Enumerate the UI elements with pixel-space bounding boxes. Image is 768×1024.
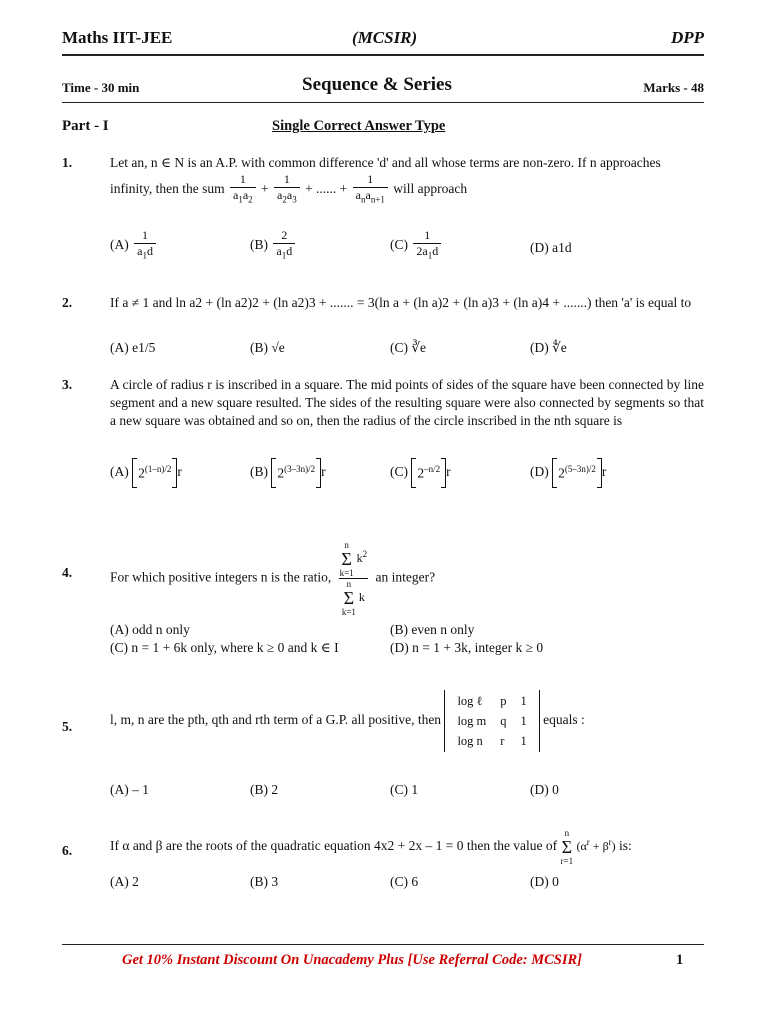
option-b: (B) $\frac{2}{a_1d}$ xyxy=(250,228,297,263)
option-d: (D) n = 1 + 3k, integer k ≥ 0 xyxy=(390,640,544,655)
option-a: (A) $\frac{1}{a_1d}$ xyxy=(110,228,158,263)
option-a: (A) $2^{(1-n)/2}$ r xyxy=(110,458,182,488)
option-d: (D) ∜e xyxy=(530,340,567,355)
determinant: log ℓ p 1 log m q 1 log n r 1 xyxy=(444,690,539,752)
question-tail: an integer? xyxy=(375,569,436,585)
question-text: If a ≠ 1 and ln a2 + (ln a2)2 + (ln a2)3 + ....... = 3(ln a + (ln a)2 + (ln a)3 + (ln a)4 + .......) then 'a' is equal to xyxy=(110,295,692,310)
option-c: (C) ∛e xyxy=(390,340,426,355)
header-rule xyxy=(62,54,704,56)
sum-ratio: n Σ k=1 $k^2$ n Σ k=1 k xyxy=(339,540,368,617)
option-b: (B) √e xyxy=(250,340,285,355)
option-c: (C) 6 xyxy=(390,874,419,889)
part-label: Part - I xyxy=(62,118,109,134)
page-number: 1 xyxy=(676,952,684,968)
option-d: (D) a1d xyxy=(530,240,572,255)
option-d: (D) $2^{(5-3n)/2}$ r xyxy=(530,458,606,488)
option-b: (B) 2 xyxy=(250,782,279,797)
option-c: (C) 1 xyxy=(390,782,419,797)
question-text: l, m, n are the pth, qth and rth term of a G.P. all positive, then xyxy=(110,712,442,728)
option-a: (A) e1/5 xyxy=(110,340,156,355)
fraction-term: $\frac{1}{a_1a_2}$ xyxy=(230,172,256,207)
footer-rule xyxy=(62,944,704,945)
fraction-term: $\frac{1}{a_na_{n+1}}$ xyxy=(353,172,388,207)
question-tail: equals : xyxy=(543,712,585,728)
question-number: 4. xyxy=(62,565,73,580)
option-c: (C) n = 1 + 6k only, where k ≥ 0 and k ∈ I xyxy=(110,640,339,655)
option-b: (B) 3 xyxy=(250,874,279,889)
header-brand: (MCSIR) xyxy=(352,28,418,47)
section-type: Single Correct Answer Type xyxy=(272,118,446,134)
option-c: (C) $2^{-n/2}$ r xyxy=(390,458,451,488)
option-d: (D) 0 xyxy=(530,782,559,797)
option-a: (A) odd n only xyxy=(110,622,190,637)
question-text: Let an, n ∈ N is an A.P. with common difference 'd' and all whose terms are non-zero. If n approaches infinity, then the sum xyxy=(110,155,661,196)
fraction-term: $\frac{1}{a_2a_3}$ xyxy=(274,172,300,207)
header-subject: Maths IIT-JEE xyxy=(62,28,173,47)
option-a: (A) 2 xyxy=(110,874,139,889)
option-b: (B) $2^{(3-3n)/2}$ r xyxy=(250,458,326,488)
question-number: 3. xyxy=(62,377,73,392)
option-b: (B) even n only xyxy=(390,622,475,637)
subheader-rule xyxy=(62,102,704,103)
option-d: (D) 0 xyxy=(530,874,559,889)
page-title: Sequence & Series xyxy=(302,74,452,95)
question-number: 5. xyxy=(62,719,73,734)
question-tail: is: xyxy=(619,838,632,854)
question-number: 1. xyxy=(62,155,73,170)
promo-text: Get 10% Instant Discount On Unacademy Plus [Use Referral Code: MCSIR] xyxy=(122,952,582,968)
option-c: (C) $\frac{1}{2a_1d}$ xyxy=(390,228,443,263)
summation: n Σ r=1 xyxy=(560,828,574,866)
question-text: If α and β are the roots of the quadratic equation 4x2 + 2x – 1 = 0 then the value of xyxy=(110,838,558,854)
question-number: 6. xyxy=(62,843,73,858)
question-text: For which positive integers n is the ratio, xyxy=(110,569,332,585)
question-text: A circle of radius r is inscribed in a square. The mid points of sides of the square have been connected by line segment and a new square resulted. The sides of the resulting square were also connected by segments so that a new square was obtained and so on, then the radius of the circle inscribed in the nth square is xyxy=(110,377,704,428)
option-a: (A) – 1 xyxy=(110,782,149,797)
question-number: 2. xyxy=(62,295,73,310)
header-dpp: DPP xyxy=(670,28,704,47)
question-tail: will approach xyxy=(393,180,468,196)
marks-label: Marks - 48 xyxy=(643,80,704,95)
time-label: Time - 30 min xyxy=(62,80,140,95)
